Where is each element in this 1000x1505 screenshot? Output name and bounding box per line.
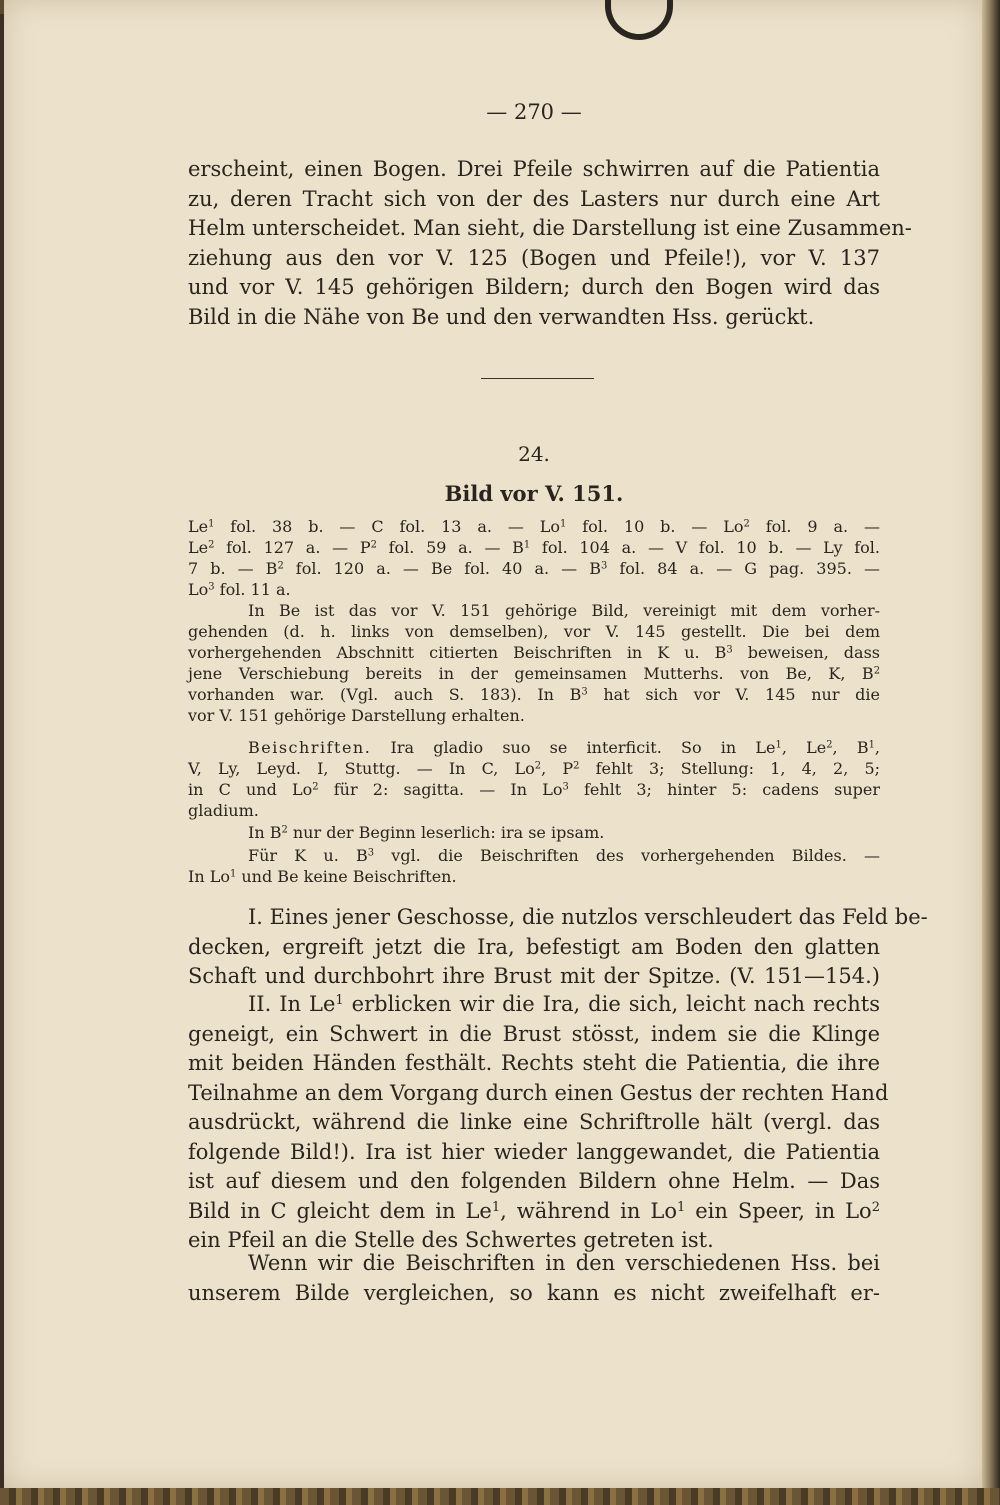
body-paragraph-1 — [188, 903, 928, 992]
text-line: II. In Le$^1$ erblicken wir die Ira, die sich, leicht nach rechts — [248, 992, 880, 1016]
text-line: ist auf diesem und den folgenden Bildern ohne Helm. — Das — [188, 1169, 880, 1193]
text-line: I. Eines jener Geschosse, die nutzlos verschleudert das Feld be- — [248, 905, 928, 929]
body-paragraph-3 — [188, 1249, 880, 1308]
text-line: mit beiden Händen festhält. Rechts steht die Patientia, die ihre — [188, 1051, 880, 1075]
section-number: 24. — [518, 442, 550, 466]
text-line: Lo$^3$ fol. 11 a. — [188, 580, 291, 599]
section-divider — [481, 378, 594, 379]
intro-paragraph — [188, 155, 912, 332]
text-line: in C und Lo$^2$ für 2: sagitta. — In Lo$^3$ fehlt 3; hinter 5: cadens super — [188, 780, 881, 799]
text-line: zu, deren Tracht sich von der des Lasters nur durch eine Art — [188, 186, 880, 211]
text-line: Für K u. $B^3$ vgl. die Beischriften des vorhergehenden Bildes. — — [248, 846, 880, 865]
text-line: Bild in C gleicht dem in Le$^1$, während in Lo$^1$ ein Speer, in Lo$^2$ — [188, 1198, 880, 1223]
section-title: Bild vor V. 151. — [444, 481, 624, 506]
text-line: Helm unterscheidet. Man sieht, die Darstellung ist eine Zusammen- — [188, 216, 912, 240]
text-line: vorhergehenden Abschnitt citierten Beischriften in K u. $B^3$ beweisen, dass — [188, 643, 880, 662]
text-line: folgende Bild!). Ira ist hier wieder langgewandet, die Patientia — [188, 1139, 880, 1164]
sources-list — [188, 516, 880, 600]
text-line: Beischriften. Ira gladio suo se interficit. So in Le$^1$, Le$^2$, $B^1$, — [248, 738, 881, 757]
page-number: — 270 — — [486, 100, 582, 124]
note-paragraph-1 — [188, 600, 880, 726]
text-line: erscheint, einen Bogen. Drei Pfeile schwirren auf die Patientia — [188, 157, 880, 181]
body-paragraph-2 — [188, 990, 889, 1256]
note-paragraph-4 — [188, 845, 880, 887]
text-line: In Be ist das vor V. 151 gehörige Bild, vereinigt mit dem vorher- — [248, 601, 880, 620]
text-line: gehenden (d. h. links von demselben), vor V. 145 gestellt. Die bei dem — [188, 622, 880, 641]
text-line: Bild in die Nähe von Be und den verwandten Hss. gerückt. — [188, 304, 815, 329]
text-line: gladium. — [188, 801, 259, 820]
book-edge-right — [982, 0, 1000, 1505]
text-line: vor V. 151 gehörige Darstellung erhalten. — [188, 706, 525, 725]
text-line: ein Pfeil an die Stelle des Schwertes getreten ist. — [188, 1228, 714, 1252]
text-line: und vor V. 145 gehörigen Bildern; durch den Bogen wird das — [188, 275, 880, 299]
text-line: V, Ly, Leyd. I, Stuttg. — In C, Lo$^2$, $P^2$ fehlt 3; Stellung: 1, 4, 2, 5; — [188, 759, 881, 778]
text-line: Teilnahme an dem Vorgang durch einen Gestus der rechten Hand — [188, 1080, 889, 1105]
text-line: Wenn wir die Beischriften in den verschiedenen Hss. bei — [248, 1251, 880, 1275]
text-line: ausdrückt, während die linke eine Schriftrolle hält (vergl. das — [188, 1110, 880, 1134]
text-line: Schaft und durchbohrt ihre Brust mit der Spitze. (V. 151—154.) — [188, 964, 880, 988]
text-line: vorhanden war. (Vgl. auch S. 183). In $B^3$ hat sich vor V. 145 nur die — [188, 685, 881, 704]
text-line: Le$^2$ fol. 127 a. — $P^2$ fol. 59 a. — $B^1$ fol. 104 a. — V fol. 10 b. — Ly fol. — [188, 538, 880, 557]
text-line: unserem Bilde vergleichen, so kann es nicht zweifelhaft er- — [188, 1280, 880, 1305]
note-paragraph-2 — [188, 737, 880, 821]
text-line: 7 b. — $B^2$ fol. 120 a. — Be fol. 40 a. — $B^3$ fol. 84 a. — G pag. 395. — — [188, 559, 880, 578]
text-line: Le$^1$ fol. 38 b. — C fol. 13 a. — Lo$^1$ fol. 10 b. — Lo$^2$ fol. 9 a. — — [188, 517, 881, 536]
text-line: jene Verschiebung bereits in der gemeinsamen Mutterhs. von Be, K, $B^2$ — [188, 664, 880, 683]
text-line: ziehung aus den vor V. 125 (Bogen und Pfeile!), vor V. 137 — [188, 245, 880, 270]
note-paragraph-3 — [188, 822, 880, 843]
text-line: decken, ergreift jetzt die Ira, befestigt am Boden den glatten — [188, 934, 880, 959]
book-edge-bottom — [0, 1488, 1000, 1505]
text-line: geneigt, ein Schwert in die Brust stösst, indem sie die Klinge — [188, 1021, 880, 1046]
text-line: In $B^2$ nur der Beginn leserlich: ira se ipsam. — [248, 823, 605, 842]
text-line: In Lo$^1$ und Be keine Beischriften. — [188, 867, 457, 886]
